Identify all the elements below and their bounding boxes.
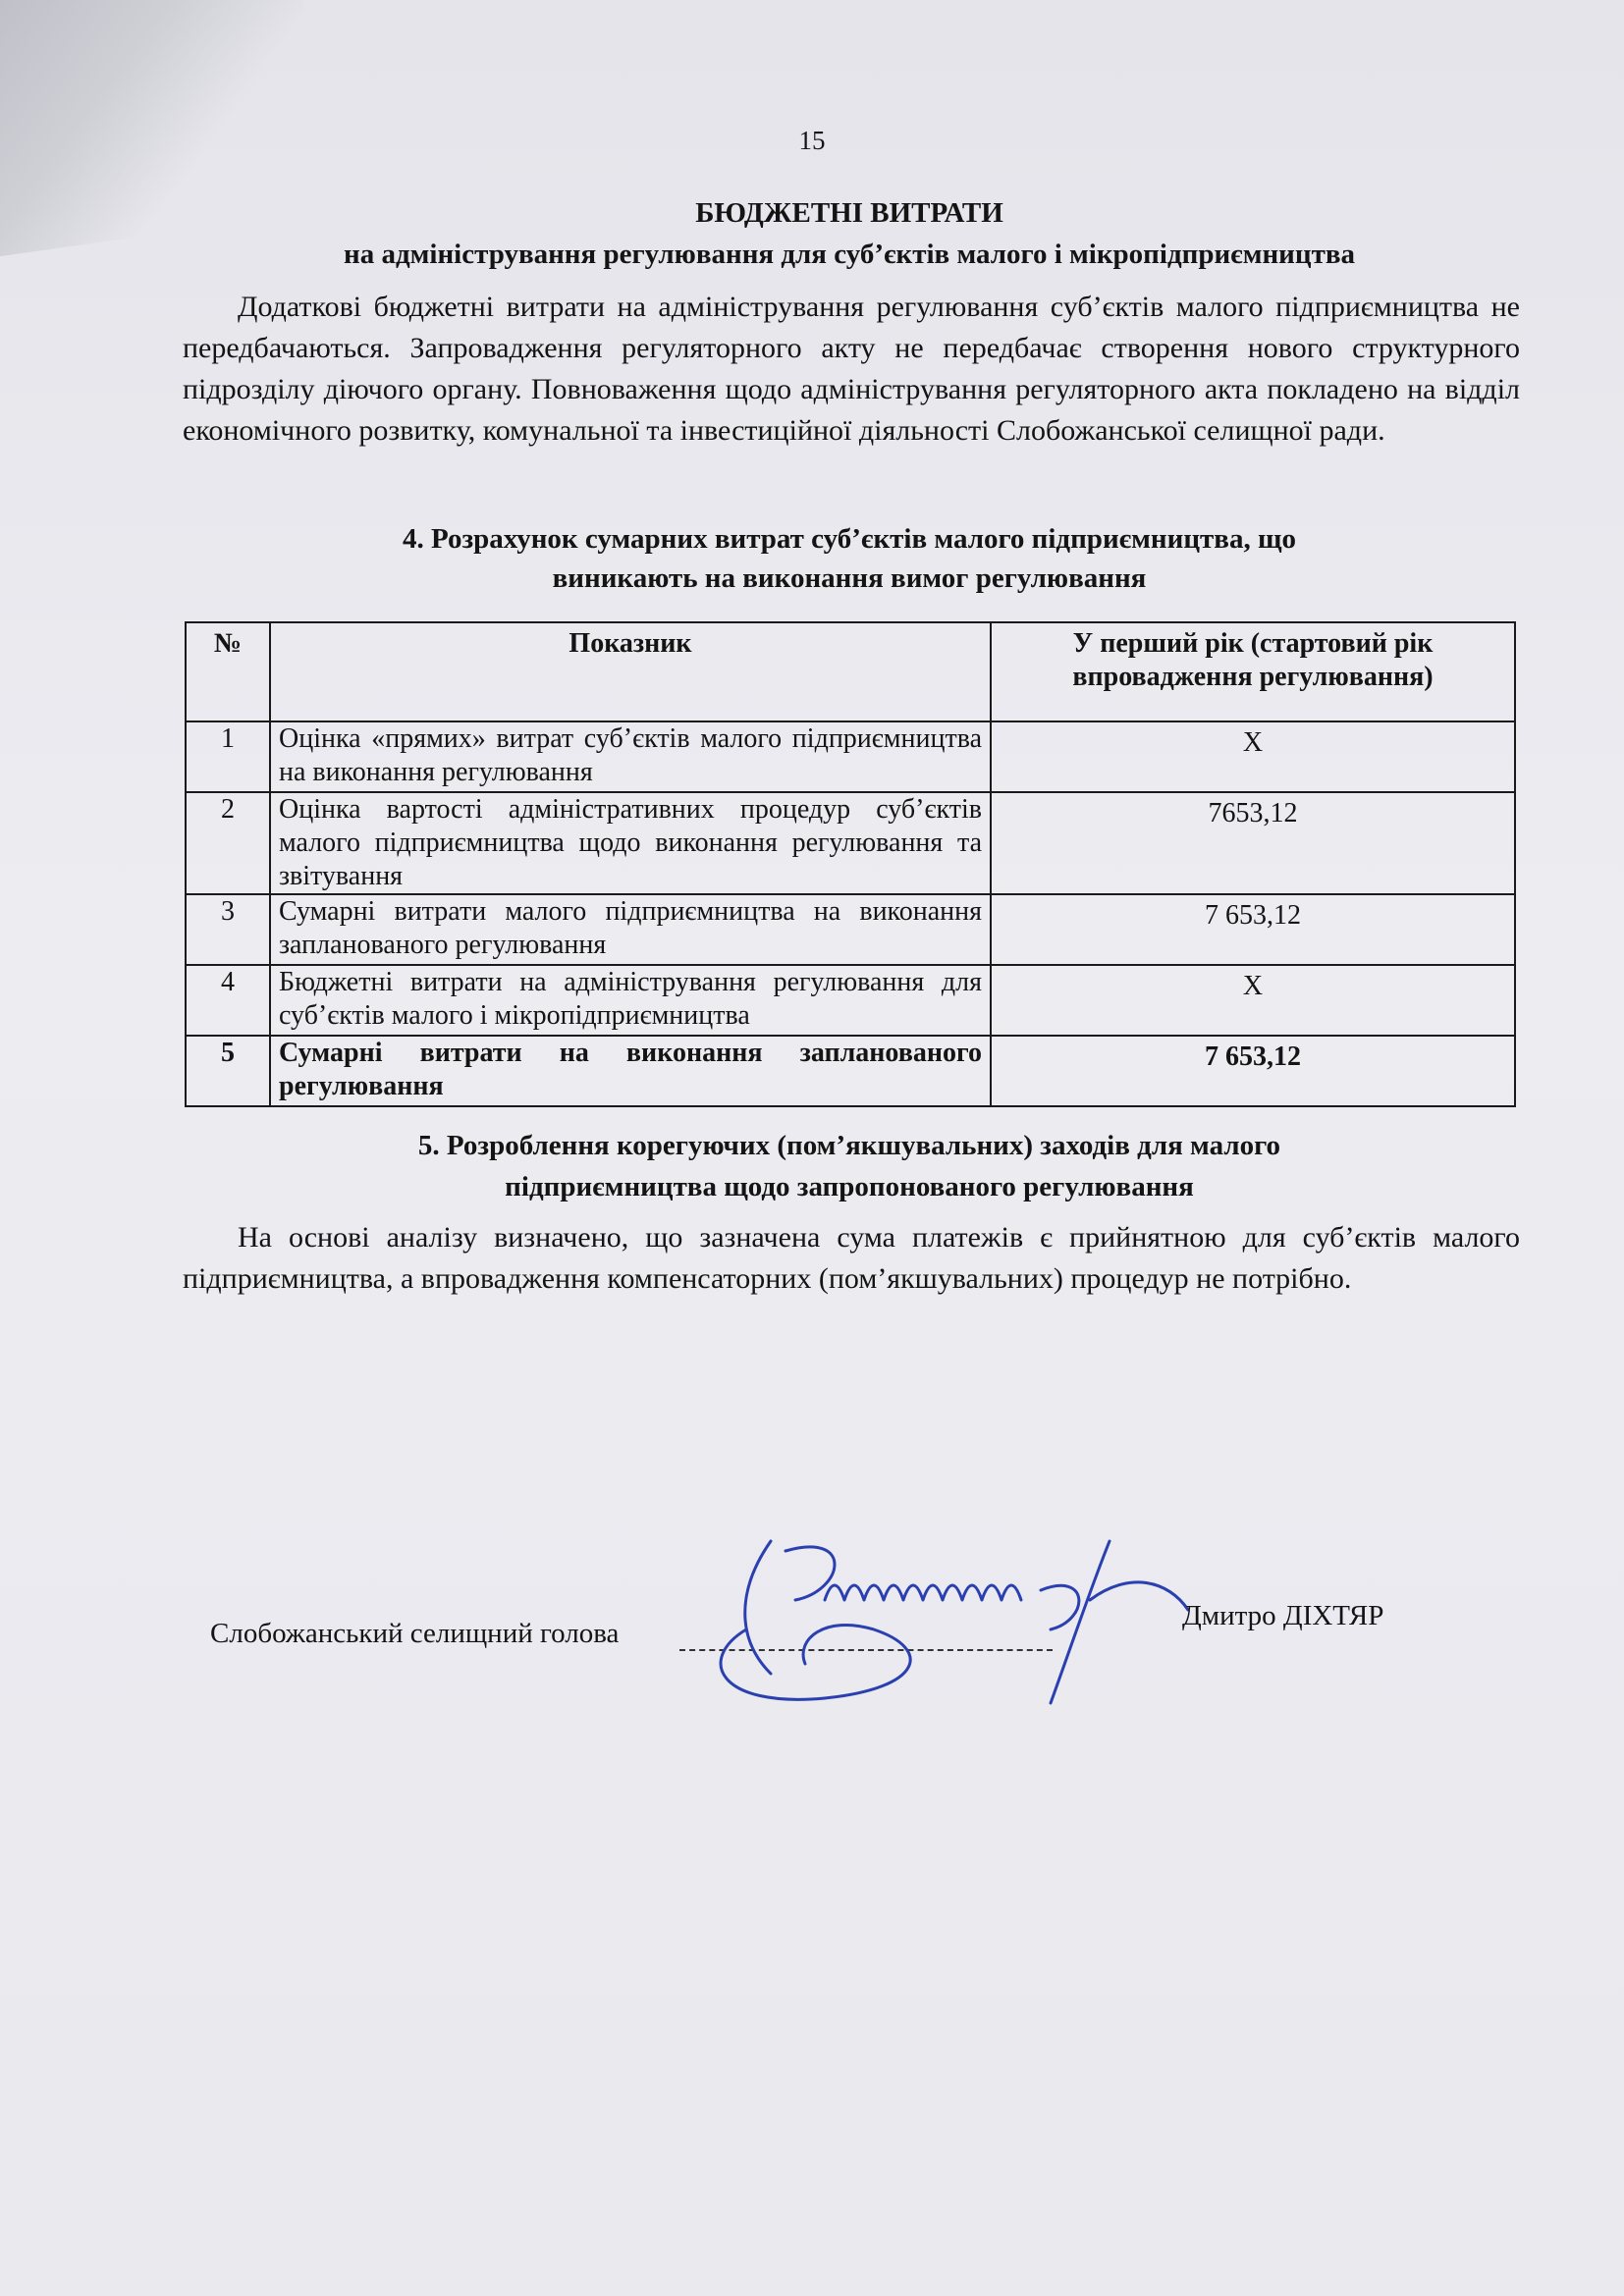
row-indicator: Сумарні витрати малого підприємництва на виконання запланованого регулювання	[270, 894, 991, 965]
table-header-row	[186, 622, 1515, 721]
row-value: 7653,12	[991, 792, 1515, 894]
row-indicator: Бюджетні витрати на адміністрування регулювання для суб’єктів малого і мікропідприємництва	[270, 965, 991, 1036]
calculation-table	[185, 621, 1516, 1107]
budget-title: БЮДЖЕТНІ ВИТРАТИ	[695, 197, 1003, 229]
row-num: 2	[186, 792, 270, 894]
table-row	[186, 894, 1515, 965]
header-first-year: У перший рік (стартовий рік впровадження регулювання)	[991, 622, 1515, 721]
header-num: №	[186, 622, 270, 721]
page-number: 15	[798, 126, 826, 155]
budget-paragraph	[183, 287, 1520, 452]
row-num: 5	[186, 1036, 270, 1106]
row-indicator: Сумарні витрати на виконання запланованого регулювання	[270, 1036, 991, 1106]
row-indicator: Оцінка «прямих» витрат суб’єктів малого підприємництва на виконання регулювання	[270, 721, 991, 792]
section5-title-line2: підприємництва щодо запропонованого регулювання	[505, 1171, 1194, 1202]
section5-title-line1: 5. Розроблення корегуючих (пом’якшувальних) заходів для малого	[417, 1130, 1281, 1161]
section4-title-line2: виникають на виконання вимог регулювання	[552, 562, 1147, 594]
row-indicator: Оцінка вартості адміністративних процедур суб’єктів малого підприємництва щодо виконання регулювання та звітування	[270, 792, 991, 894]
section5-paragraph	[183, 1217, 1520, 1300]
table-row	[186, 965, 1515, 1036]
budget-subtitle: на адміністрування регулювання для суб’єктів малого і мікропідприємництва	[344, 239, 1355, 270]
row-value: Х	[991, 721, 1515, 792]
handwritten-signature	[677, 1512, 1208, 1708]
signatory-name: Дмитро ДІХТЯР	[1182, 1600, 1384, 1631]
row-num: 4	[186, 965, 270, 1036]
budget-paragraph-text: Додаткові бюджетні витрати на адміністрування регулювання суб’єктів малого підприємництва не передбачаються. Запровадження регуляторного акту не передбачає створення нового структурного підрозділу діючого органу. Повноваження щодо адміністрування регуляторного акта покладено на відділ економічного розвитку, комунальної та інвестиційної діяльності Слобожанської селищної ради.	[183, 291, 1520, 447]
section4-title-line1: 4. Розрахунок сумарних витрат суб’єктів малого підприємництва, що	[403, 523, 1296, 555]
row-num: 3	[186, 894, 270, 965]
row-num: 1	[186, 721, 270, 792]
signatory-position: Слобожанський селищний голова	[210, 1618, 620, 1649]
header-indicator: Показник	[270, 622, 991, 721]
table-row	[186, 721, 1515, 792]
row-value: 7 653,12	[991, 894, 1515, 965]
row-value: 7 653,12	[991, 1036, 1515, 1106]
section5-paragraph-text: На основі аналізу визначено, що зазначена сума платежів є прийнятною для суб’єктів малого підприємництва, а впровадження компенсаторних (пом’якшувальних) процедур не потрібно.	[183, 1221, 1520, 1295]
row-value: Х	[991, 965, 1515, 1036]
table-row	[186, 792, 1515, 894]
table-row-total	[186, 1036, 1515, 1106]
